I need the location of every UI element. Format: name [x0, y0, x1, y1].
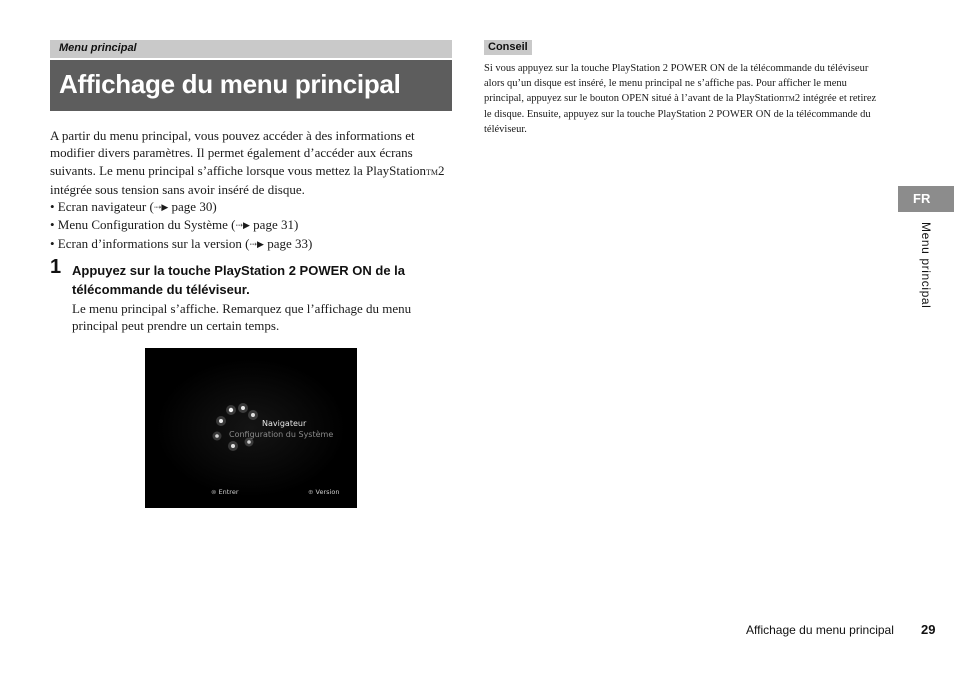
page-reference-arrow-icon: ⇢▶ [153, 202, 169, 213]
main-menu-screenshot [145, 348, 357, 508]
footer-title: Affichage du menu principal [746, 623, 894, 637]
list-item-label: • Ecran navigateur ( [50, 199, 154, 215]
list-item-page-ref: page 33) [263, 235, 313, 251]
enter-label: Entrer [218, 488, 239, 496]
trademark-mark: TM [425, 167, 438, 177]
version-hint [308, 488, 339, 496]
page-number: 29 [921, 622, 936, 637]
list-item-page-ref: page 30) [168, 199, 217, 215]
ps2-menu-orbit-lights [145, 348, 357, 508]
list-item [50, 198, 450, 216]
list-item-label: • Menu Configuration du Système ( [50, 217, 236, 233]
enter-hint [211, 488, 239, 496]
list-item [50, 235, 450, 253]
intro-paragraph [50, 127, 450, 198]
list-item [50, 216, 450, 234]
menu-item-navigator: Navigateur [262, 419, 307, 428]
tip-text-1: Si vous appuyez sur la touche PlayStation 2 POWER ON de la télécommande du téléviseur alors qu’un disque est inséré, le menu principal ne s’affiche pas. Pour afficher le menu principal, appuyez sur le bouton OPEN situé à l’avant de la PlayStation [484, 63, 869, 104]
page-title: Affichage du menu principal [59, 69, 401, 99]
section-header-bar [50, 40, 452, 58]
step-number: 1 [50, 256, 62, 278]
title-bar [50, 60, 452, 111]
intro-block [50, 127, 450, 253]
language-tab-label: FR [913, 191, 931, 206]
triangle-button-icon: ⊕ [308, 488, 314, 496]
intro-text-2: 2 intégrée sous tension sans avoir inséré de disque. [50, 162, 445, 197]
side-section-label: Menu principal [919, 222, 933, 309]
tip-text [484, 61, 884, 137]
tip-paragraph [484, 61, 884, 137]
language-tab [898, 186, 954, 212]
reference-list [50, 198, 450, 253]
tip-label: Conseil [484, 40, 532, 55]
page-reference-arrow-icon: ⇢▶ [249, 238, 264, 249]
step-body: Le menu principal s’affiche. Remarquez que l’affichage du menu principal peut prendre un certain temps. [72, 301, 412, 333]
menu-item-system-config: Configuration du Système [229, 430, 334, 439]
list-item-label: • Ecran d’informations sur la version ( [50, 235, 250, 251]
version-label: Version [315, 488, 340, 496]
cross-button-icon: ⊗ [211, 488, 217, 496]
list-item-page-ref: page 31) [249, 217, 299, 233]
section-name: Menu principal [59, 42, 137, 54]
page-reference-arrow-icon: ⇢▶ [235, 220, 250, 231]
step-heading: Appuyez sur la touche PlayStation 2 POWER ON de la télécommande du téléviseur. [72, 263, 406, 297]
tip-text-2: 2 intégrée et retirez le disque. Ensuite, appuyez sur la touche PlayStation 2 POWER ON de la télécommande du téléviseur. [484, 93, 877, 135]
trademark-mark: TM [784, 95, 795, 103]
intro-text-1: A partir du menu principal, vous pouvez accéder à des informations et modifier divers paramètres. Il permet également d’accéder aux écrans suivants. Le menu principal s’affiche lorsque vous mettez la PlayStation [50, 128, 426, 178]
